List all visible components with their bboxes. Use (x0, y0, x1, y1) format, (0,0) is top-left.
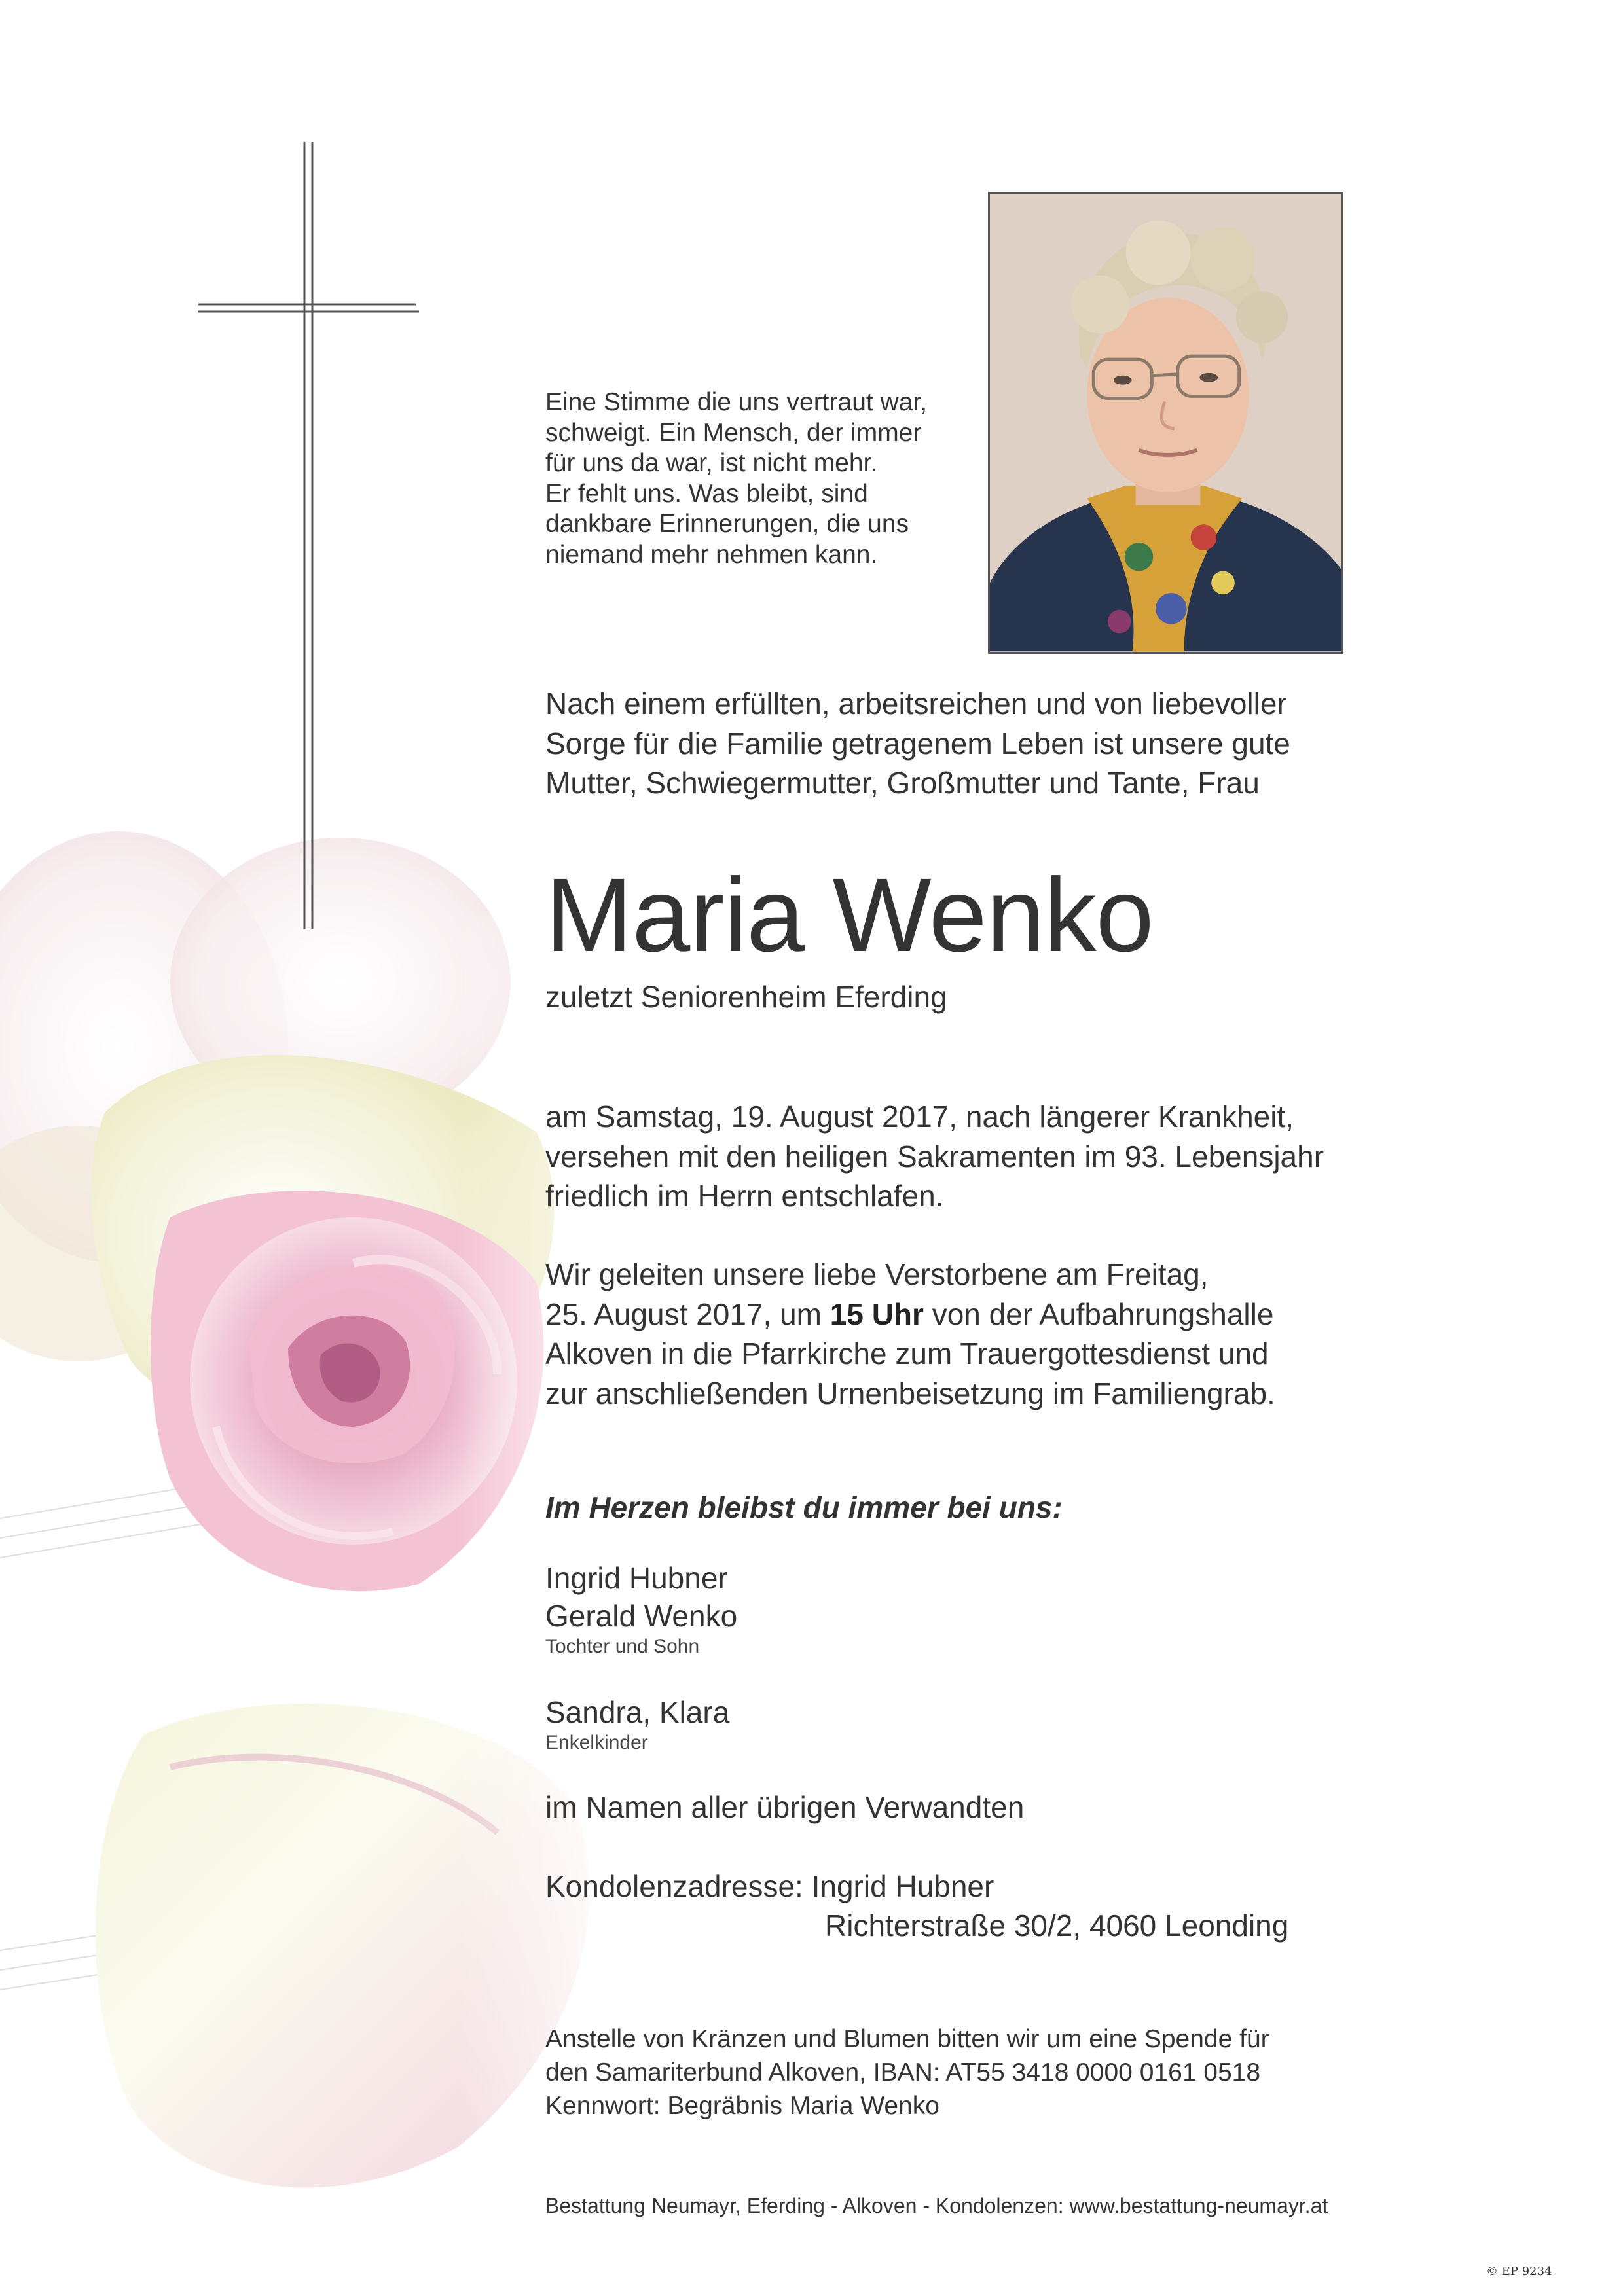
mourner-group-children (545, 1559, 737, 1659)
funeral-line: Wir geleiten unsere liebe Verstorbene am Freitag, (545, 1257, 1209, 1291)
funeral-line (545, 1295, 1275, 1335)
donation-line: Kennwort: Begräbnis Maria Wenko (545, 2092, 939, 2120)
mourner-group-grandchildren (545, 1693, 729, 1755)
condolence-line: Kondolenzadresse: Ingrid Hubner (545, 1869, 994, 1903)
condolence-street: Richterstraße 30/2, 4060 Leonding (825, 1909, 1289, 1943)
mourner-name: Sandra, Klara (545, 1695, 730, 1729)
donation-line: den Samariterbund Alkoven, IBAN: AT55 3418 0000 0161 0518 (545, 2058, 1261, 2087)
poem-line: schweigt. Ein Mensch, der immer (545, 418, 922, 447)
poem-line: dankbare Erinnerungen, die uns (545, 510, 909, 538)
other-relatives: im Namen aller übrigen Verwandten (545, 1790, 1025, 1824)
funeral-date-text: 25. August 2017, um (545, 1297, 830, 1331)
funeral-time: 15 Uhr (830, 1297, 924, 1331)
portrait-image (990, 194, 1341, 652)
death-line: am Samstag, 19. August 2017, nach längerer Krankheit, (545, 1100, 1294, 1134)
mourner-name: Ingrid Hubner (545, 1561, 728, 1595)
memorial-motto: Im Herzen bleibst du immer bei uns: (545, 1490, 1063, 1524)
funeral-line: zur anschließenden Urnenbeisetzung im Familiengrab. (545, 1376, 1275, 1410)
poem-line: Er fehlt uns. Was bleibt, sind (545, 479, 868, 508)
mourner-relation: Tochter und Sohn (545, 1636, 700, 1657)
funeral-location-text: von der Aufbahrungshalle (923, 1297, 1274, 1331)
intro-paragraph (545, 684, 1290, 803)
intro-line: Sorge für die Familie getragenem Leben ist unsere gute (545, 726, 1290, 761)
donation-line: Anstelle von Kränzen und Blumen bitten wir um eine Spende für (545, 2025, 1269, 2053)
donation-request (545, 2022, 1269, 2123)
memorial-poem (545, 387, 927, 570)
intro-line: Nach einem erfüllten, arbeitsreichen und von liebevoller (545, 687, 1287, 721)
funeral-details (545, 1255, 1275, 1413)
poem-line: Eine Stimme die uns vertraut war, (545, 388, 928, 416)
document-code: © EP 9234 (1486, 2265, 1552, 2278)
death-notice (545, 1097, 1324, 1216)
mourner-name: Gerald Wenko (545, 1599, 738, 1633)
last-residence: zuletzt Seniorenheim Eferding (545, 980, 947, 1014)
poem-line: für uns da war, ist nicht mehr. (545, 449, 878, 477)
condolence-address (545, 1867, 1289, 1943)
death-line: versehen mit den heiligen Sakramenten im 93. Lebensjahr (545, 1139, 1324, 1174)
death-line: friedlich im Herrn entschlafen. (545, 1179, 944, 1213)
portrait-photo (988, 192, 1343, 654)
deceased-name: Maria Wenko (545, 856, 1154, 973)
funeral-line: Alkoven in die Pfarrkirche zum Trauergottesdienst und (545, 1336, 1269, 1371)
intro-line: Mutter, Schwiegermutter, Großmutter und Tante, Frau (545, 766, 1260, 800)
funeral-home-footer: Bestattung Neumayr, Eferding - Alkoven - Kondolenzen: www.bestattung-neumayr.at (545, 2194, 1328, 2217)
poem-line: niemand mehr nehmen kann. (545, 540, 878, 569)
mourner-relation: Enkelkinder (545, 1732, 648, 1753)
